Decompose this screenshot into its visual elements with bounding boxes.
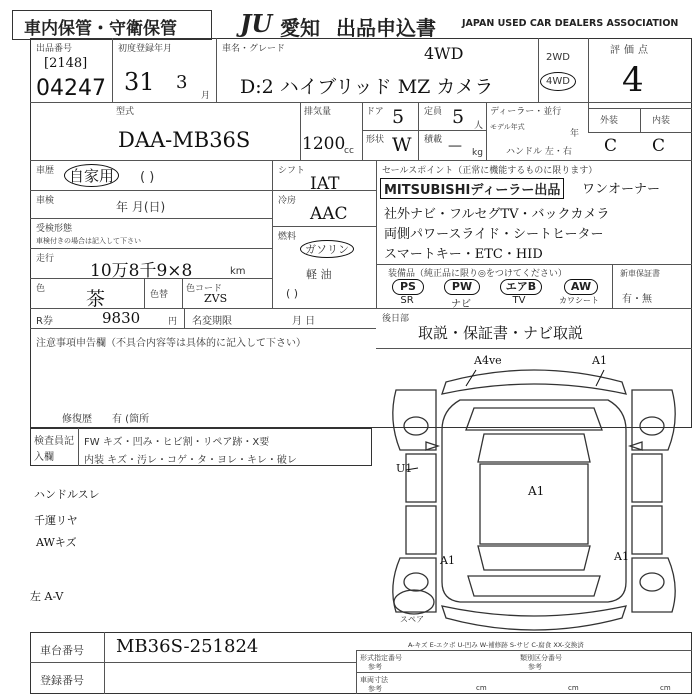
- ref-unit-2: cm: [568, 684, 579, 692]
- mark-a1-rear-right: A1: [614, 550, 629, 563]
- repair-label: 修復歴: [62, 414, 92, 425]
- fuel-paren: ( ): [286, 287, 299, 300]
- reg-month-unit: 月: [201, 91, 211, 101]
- mark-u1: U1: [396, 462, 413, 475]
- notes-label: 注意事項申告欄（不具合内容等は具体的に記入して下さい）: [36, 338, 306, 349]
- spare-label: スペア: [400, 615, 424, 624]
- history-paren: ( ): [140, 170, 155, 185]
- fuel-gas: ガソリン: [300, 240, 354, 258]
- inspector-ext-row: FW キズ・凹み・ヒビ割・リペア跡・X要: [84, 437, 270, 448]
- drive-4wd: 4WD: [540, 72, 576, 91]
- logo-place: 愛知: [280, 16, 320, 40]
- int-label: 内装: [652, 116, 671, 126]
- shape-value: W: [392, 134, 412, 156]
- recycle-unit: 円: [168, 317, 178, 327]
- recycle-label: R券: [36, 316, 53, 327]
- mileage-label: 走行: [36, 254, 55, 264]
- color-label: 色: [36, 284, 46, 294]
- sales-label: セールスポイント（正常に機能するものに限ります）: [382, 166, 598, 176]
- right-front-fender: [632, 390, 675, 450]
- legal-value: 月 日: [292, 316, 316, 327]
- mileage-unit: km: [230, 266, 246, 277]
- ext-label: 外装: [600, 116, 619, 126]
- sales-line1: ワンオーナー: [582, 182, 661, 197]
- ref-label-2: 類別区分番号: [520, 654, 562, 662]
- cap-unit: 人: [474, 121, 484, 131]
- ac-value: AAC: [310, 204, 348, 224]
- repair-value: 有 (箇所: [112, 414, 150, 425]
- right-rear-door: [632, 506, 662, 554]
- receive-label: 受検形態: [36, 224, 73, 234]
- fuel-diesel: 軽 油: [306, 268, 332, 281]
- equip-aw: AW: [564, 279, 598, 295]
- color-code-value: ZVS: [204, 292, 228, 305]
- doc-title: 出品申込書: [336, 16, 436, 40]
- mark-a1-rear-left: A1: [440, 554, 455, 567]
- int-value: C: [652, 136, 666, 156]
- ref-unit-3: cm: [660, 684, 671, 692]
- right-front-door: [632, 454, 662, 502]
- color-value: 茶: [86, 288, 106, 310]
- name-value: D:2 ハイブリッド MZ カメラ: [240, 76, 494, 98]
- color-code-label: 色コード: [186, 284, 223, 294]
- score-value: 4: [622, 60, 644, 100]
- spare-tire: [394, 590, 434, 614]
- door-value: 5: [392, 106, 405, 128]
- attached-value: 取説・保証書・ナビ取説: [418, 324, 584, 342]
- history-value: 自家用: [64, 164, 119, 187]
- model-value: DAA-MB36S: [118, 128, 251, 152]
- reg-label: 初度登録年月: [118, 44, 173, 54]
- diagram-legend: A-キズ E-エクボ U-凹み W-補修跡 S-サビ C-腐食 XX-交換済: [408, 641, 584, 649]
- wheel-front-left: [404, 417, 428, 435]
- ref-label-3: 車両寸法: [360, 676, 388, 684]
- drive-2wd: 2WD: [546, 52, 570, 63]
- door-label: ドア: [366, 107, 384, 117]
- inspector-int-row: 内装 キズ・汚レ・コゲ・タ・ヨレ・キレ・破レ: [84, 455, 297, 466]
- history-label: 車歴: [36, 166, 55, 176]
- recycle-value: 9830: [102, 309, 141, 327]
- chassis-label: 車台番号: [40, 644, 84, 657]
- inspector-label: 検査員記入欄: [34, 436, 74, 463]
- load-unit: kg: [472, 148, 483, 158]
- dealer-label: ディーラー・並行: [490, 107, 562, 117]
- shift-value: IAT: [310, 174, 340, 194]
- legal-label: 名変期限: [192, 316, 232, 327]
- left-front-fender: [393, 390, 436, 450]
- sales-brand: MITSUBISHIディーラー出品: [380, 178, 564, 199]
- cap-label: 定員: [424, 107, 443, 117]
- chassis-value: MB36S-251824: [116, 636, 259, 657]
- receive-sub: 車検付きの場合は記入して下さい: [36, 237, 141, 245]
- disp-label: 排気量: [304, 107, 332, 117]
- reg-year: 31: [124, 68, 155, 96]
- mark-front: A4ve: [474, 354, 502, 367]
- ref-label-1: 形式指定番号: [360, 654, 402, 662]
- note-left: 左 A-V: [30, 590, 64, 603]
- ref-sub-2: 参考: [528, 663, 542, 671]
- shape-label: 形状: [366, 135, 385, 145]
- load-label: 積載: [424, 135, 443, 145]
- lot-label: 出品番号: [36, 44, 73, 54]
- name-label: 車名・グレード: [222, 44, 286, 54]
- equip-ps: PS: [392, 279, 424, 295]
- cap-value: 5: [452, 106, 465, 128]
- ref-sub-3: 参考: [368, 685, 382, 693]
- disp-value: 1200: [302, 134, 346, 154]
- drive-handwritten: 4WD: [424, 44, 464, 63]
- mileage-value: 10万8千9×8: [90, 261, 193, 281]
- wheel-rear-left: [404, 573, 428, 591]
- left-rear-door: [406, 506, 436, 554]
- sales-line3: 両側パワースライド・シートヒーター: [384, 227, 604, 242]
- sales-line4: スマートキー・ETC・HID: [384, 247, 543, 262]
- fuel-label: 燃料: [278, 232, 297, 242]
- ac-label: 冷房: [278, 196, 297, 206]
- lot-sub: [2148]: [44, 56, 88, 71]
- rear-window: [478, 546, 590, 570]
- handle-label: ハンドル 左・右: [506, 147, 572, 157]
- mark-a1-front-right: A1: [592, 354, 607, 367]
- ref-sub-1: 参考: [368, 663, 382, 671]
- car-diagram: [376, 350, 692, 650]
- reg-month: 3: [176, 72, 188, 93]
- sales-line2: 社外ナビ・フルセグTV・バックカメラ: [384, 207, 610, 222]
- disp-unit: cc: [344, 146, 354, 156]
- roof: [480, 464, 588, 544]
- equip-navi: ナビ: [451, 299, 471, 310]
- color-swap-label: 色替: [150, 290, 169, 300]
- mark-a1-roof: A1: [528, 484, 545, 498]
- year-unit: 年: [570, 129, 580, 139]
- english-title: JAPAN USED CAR DEALERS ASSOCIATION: [462, 18, 679, 29]
- attached-label: 後日部: [382, 314, 410, 324]
- ext-value: C: [604, 136, 618, 156]
- wheel-rear-right: [640, 573, 664, 591]
- windshield: [478, 434, 590, 462]
- shift-label: シフト: [278, 166, 306, 176]
- load-value: —: [448, 138, 462, 154]
- manual-value: 有・無: [622, 294, 652, 305]
- trunk: [468, 576, 600, 596]
- note-rear: 千運リヤ: [34, 514, 78, 527]
- equip-airbag: エアB: [500, 279, 542, 295]
- rear-bumper: [442, 606, 626, 630]
- equip-tv: TV: [512, 295, 526, 306]
- ref-unit-1: cm: [476, 684, 487, 692]
- ju-logo: JU: [240, 9, 273, 38]
- model-year-label: モデル年式: [490, 123, 525, 131]
- inspection-label: 車検: [36, 196, 55, 206]
- lot-number: 04247: [36, 76, 106, 101]
- left-rear-fender: [393, 558, 436, 612]
- wheel-front-right: [640, 417, 664, 435]
- inspection-value: 年 月(日): [116, 200, 166, 214]
- note-aw: AWキズ: [36, 536, 77, 549]
- note-handle: ハンドルスレ: [34, 488, 100, 501]
- score-label: 評価点: [610, 45, 652, 56]
- regnum-label: 登録番号: [40, 674, 84, 687]
- manual-label: 新車保証書: [620, 269, 660, 278]
- header-left-title: 車内保管・守衛保管: [24, 19, 177, 39]
- model-label: 型式: [116, 107, 135, 117]
- equip-pw: PW: [444, 279, 480, 295]
- equipment-label: 装備品（純正品に限り◎をつけてください）: [388, 269, 567, 279]
- hood: [466, 408, 602, 430]
- right-rear-fender: [632, 558, 675, 612]
- equip-seat: カワシート: [559, 296, 599, 305]
- equip-sr: SR: [400, 295, 414, 306]
